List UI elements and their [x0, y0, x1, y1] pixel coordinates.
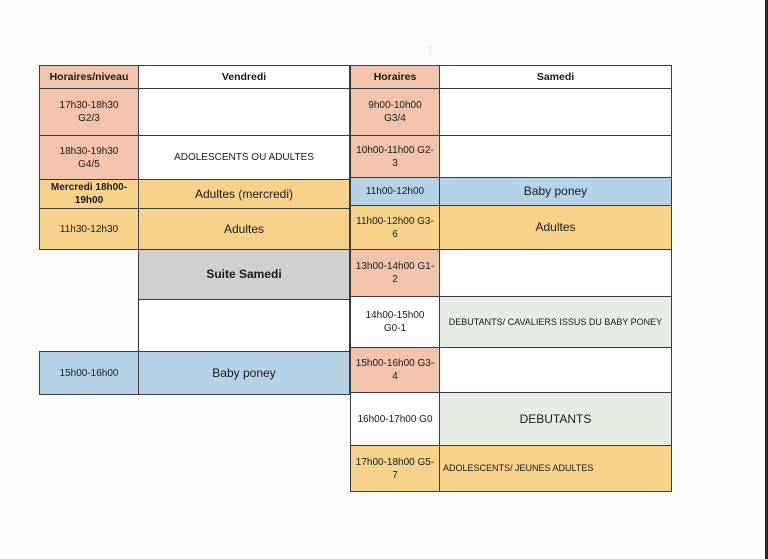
time-cell: 11h30-12h30 — [39, 208, 139, 250]
scan-mark — [430, 45, 431, 55]
activity-cell: ADOLESCENTS/ JEUNES ADULTES — [439, 445, 672, 492]
time-cell: 15h00-16h00 — [39, 351, 139, 395]
time-cell: 9h00-10h00 G3/4 — [350, 88, 440, 136]
time-cell: 14h00-15h00 G0-1 — [350, 296, 440, 348]
header-time-level: Horaires/niveau — [39, 65, 139, 89]
activity-cell: Adultes (mercredi) — [138, 179, 350, 209]
activity-cell: DEBUTANTS — [439, 392, 672, 446]
activity-cell: Adultes — [439, 205, 672, 250]
activity-cell: Baby poney — [439, 177, 672, 206]
header-friday: Vendredi — [138, 65, 350, 89]
time-cell: 11h00-12h00 — [350, 177, 440, 206]
activity-cell — [138, 299, 350, 352]
time-cell: 10h00-11h00 G2- 3 — [350, 135, 440, 178]
activity-cell: ADOLESCENTS OU ADULTES — [138, 135, 350, 180]
time-cell: 11h00-12h00 G3- 6 — [350, 205, 440, 250]
activity-cell: Adultes — [138, 208, 350, 250]
continued-saturday-cell: Suite Samedi — [138, 249, 350, 300]
activity-cell — [439, 135, 672, 178]
activity-cell — [439, 88, 672, 136]
time-cell: 18h30-19h30 G4/5 — [39, 135, 139, 180]
activity-cell — [138, 88, 350, 136]
time-cell: 13h00-14h00 G1- 2 — [350, 249, 440, 297]
time-cell: 16h00-17h00 G0 — [350, 392, 440, 446]
time-cell: Mercredi 18h00- 19h00 — [39, 179, 139, 209]
time-cell: 17h00-18h00 G5- 7 — [350, 445, 440, 492]
activity-cell — [439, 347, 672, 393]
header-saturday: Samedi — [439, 65, 672, 89]
time-cell: 15h00-16h00 G3- 4 — [350, 347, 440, 393]
activity-cell — [439, 249, 672, 297]
time-cell: 17h30-18h30 G2/3 — [39, 88, 139, 136]
activity-cell: DEBUTANTS/ CAVALIERS ISSUS DU BABY PONEY — [439, 296, 672, 348]
header-times: Horaires — [350, 65, 440, 89]
activity-cell: Baby poney — [138, 351, 350, 395]
